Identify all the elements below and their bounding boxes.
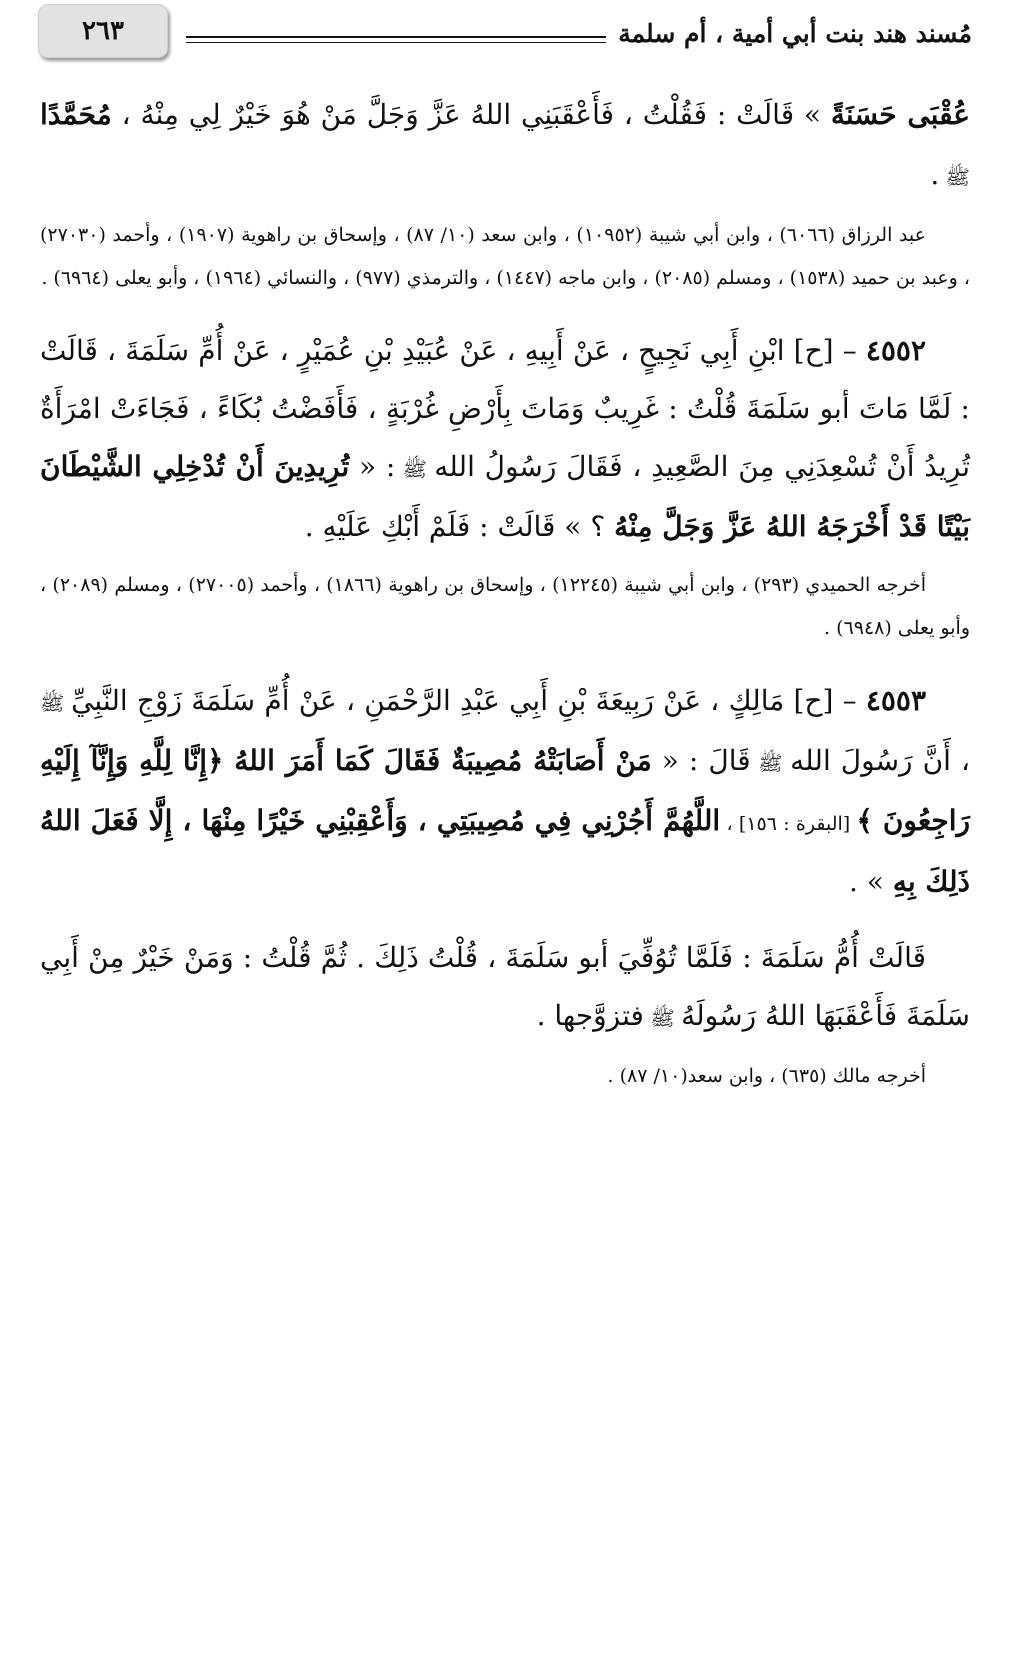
text-run: . <box>930 158 940 191</box>
footnote-takhrij: أخرجه مالك (٦٣٥) ، وابن سعد(١٠/ ٨٧) . <box>607 1065 926 1087</box>
header-rule <box>186 36 606 43</box>
text-run: ، أَنَّ رَسُولَ الله <box>790 744 971 777</box>
footnote-takhrij: أخرجه الحميدي (٢٩٣) ، وابن أبي شيبة (١٢٢٤٥) ، وإسحاق بن راهوية (١٨٦٦) ، وأحمد (٢٧٠٠٥) ، ومسلم (٢٠٨٩) ، وأبو يعلى (٦٩٤٨) . <box>40 574 970 639</box>
text-run: ؟ » قَالَتْ : فَلَمْ أَبْكِ عَلَيْهِ . <box>304 510 615 543</box>
bold-phrase: اللَّهُمَّ أَجُرْنِي فِي مُصِيبَتِي ، وَأَعْقِبْنِي خَيْرًا مِنْهَا ، إِلَّا فَعَلَ اللهُ ذَلِكَ بِهِ <box>40 804 970 898</box>
text-run: قَالَتْ أُمُّ سَلَمَةَ : فَلَمَّا تُوُفِّيَ أبو سَلَمَةَ ، قُلْتُ ذَلِكَ . ثُمَّ قُلْتُ : وَمَنْ خَيْرٌ مِنْ أَبِي سَلَمَةَ فَأَعْقَبَهَا اللهُ رَسُولَهُ <box>40 941 970 1032</box>
text-run: مَالِكٍ ، عَنْ رَبِيعَةَ بْنِ أَبِي عَبْدِ الرَّحْمَنِ ، عَنْ أُمِّ سَلَمَةَ زَوْجِ النَّبِيِّ <box>71 684 794 717</box>
salutation-glyph: ﷺ <box>395 457 435 481</box>
bold-phrase: مَنْ أَصَابَتْهُ مُصِيبَةٌ فَقَالَ كَمَا أَمَرَ اللهُ ﴿إِنَّا لِلَّهِ وَإِنَّآ إِلَيْهِ رَاجِعُونَ ﴾ <box>40 744 970 837</box>
hadith-4553 <box>40 672 970 911</box>
hadith-code: [ح] <box>793 684 834 717</box>
text-run: : « <box>349 450 396 483</box>
salutation-glyph: ﷺ <box>939 165 970 189</box>
text-run: » . <box>849 865 893 898</box>
salutation-glyph: ﷺ <box>750 751 791 775</box>
text-run: فتزوَّجها . <box>536 999 644 1032</box>
dash: – <box>833 334 866 367</box>
hadith-4553-continuation <box>40 929 970 1047</box>
page-number: ٢٦٣ <box>82 16 124 46</box>
continuation-paragraph <box>40 86 970 206</box>
hadith-number: ٤٥٥٢ <box>865 334 926 367</box>
page-number-badge <box>38 4 168 58</box>
text-run: قَالَ : « <box>651 744 751 777</box>
quran-reference: [البقرة : ١٥٦] ، <box>720 813 857 835</box>
bold-phrase: تُرِيدِينَ أَنْ تُدْخِلِي الشَّيْطَانَ بَيْتًا قَدْ أَخْرَجَهُ اللهُ عَزَّ وَجَلَّ مِنْهُ <box>40 450 970 543</box>
hadith-code: [ح] <box>793 334 834 367</box>
bold-phrase: عُقْبَى حَسَنَةً <box>830 98 970 131</box>
text-run: ابْنِ أَبِي نَجِيحٍ ، عَنْ أَبِيهِ ، عَنْ عُبَيْدِ بْنِ عُمَيْرٍ ، عَنْ أُمِّ سَلَمَةَ ، قَالَتْ : لَمَّا مَاتَ أبو سَلَمَةَ قُلْتُ : غَرِيبٌ وَمَاتَ بِأَرْضِ غُرْبَةٍ ، فَأَفَضْتُ بُكَاءً ، فَجَاءَتْ امْرَأَةٌ تُرِيدُ أَنْ تُسْعِدَنِي مِنَ الصَّعِيدِ ، فَقَالَ رَسُولُ الله <box>40 334 970 483</box>
page-body <box>40 86 970 1098</box>
hadith-number: ٤٥٥٣ <box>865 684 926 717</box>
text-run: » قَالَتْ : فَقُلْتُ ، فَأَعْقَبَنِي اللهُ عَزَّ وَجَلَّ مَنْ هُوَ خَيْرٌ لِي مِنْهُ ، <box>111 98 831 131</box>
footnote-takhrij: عبد الرزاق (٦٠٦٦) ، وابن أبي شيبة (١٠٩٥٢) ، وابن سعد (١٠/ ٨٧) ، وإسحاق بن راهوية (١٩٠٧) ، وأحمد (٢٧٠٣٠) ، وعبد بن حميد (١٥٣٨) ، ومسلم (٢٠٨٥) ، وابن ماجه (١٤٤٧) ، والترمذي (٩٧٧) ، والنسائي (١٩٦٤) ، وأبو يعلى (٦٩٦٤) . <box>40 224 970 289</box>
hadith-4552 <box>40 322 970 556</box>
page-header <box>0 0 1010 80</box>
running-title: مُسند هند بنت أبي أمية ، أم سلمة <box>618 19 972 48</box>
dash: – <box>833 684 866 717</box>
bold-phrase: مُحَمَّدًا <box>40 98 112 131</box>
salutation-glyph: ﷺ <box>643 1006 682 1030</box>
salutation-glyph: ﷺ <box>40 691 72 715</box>
